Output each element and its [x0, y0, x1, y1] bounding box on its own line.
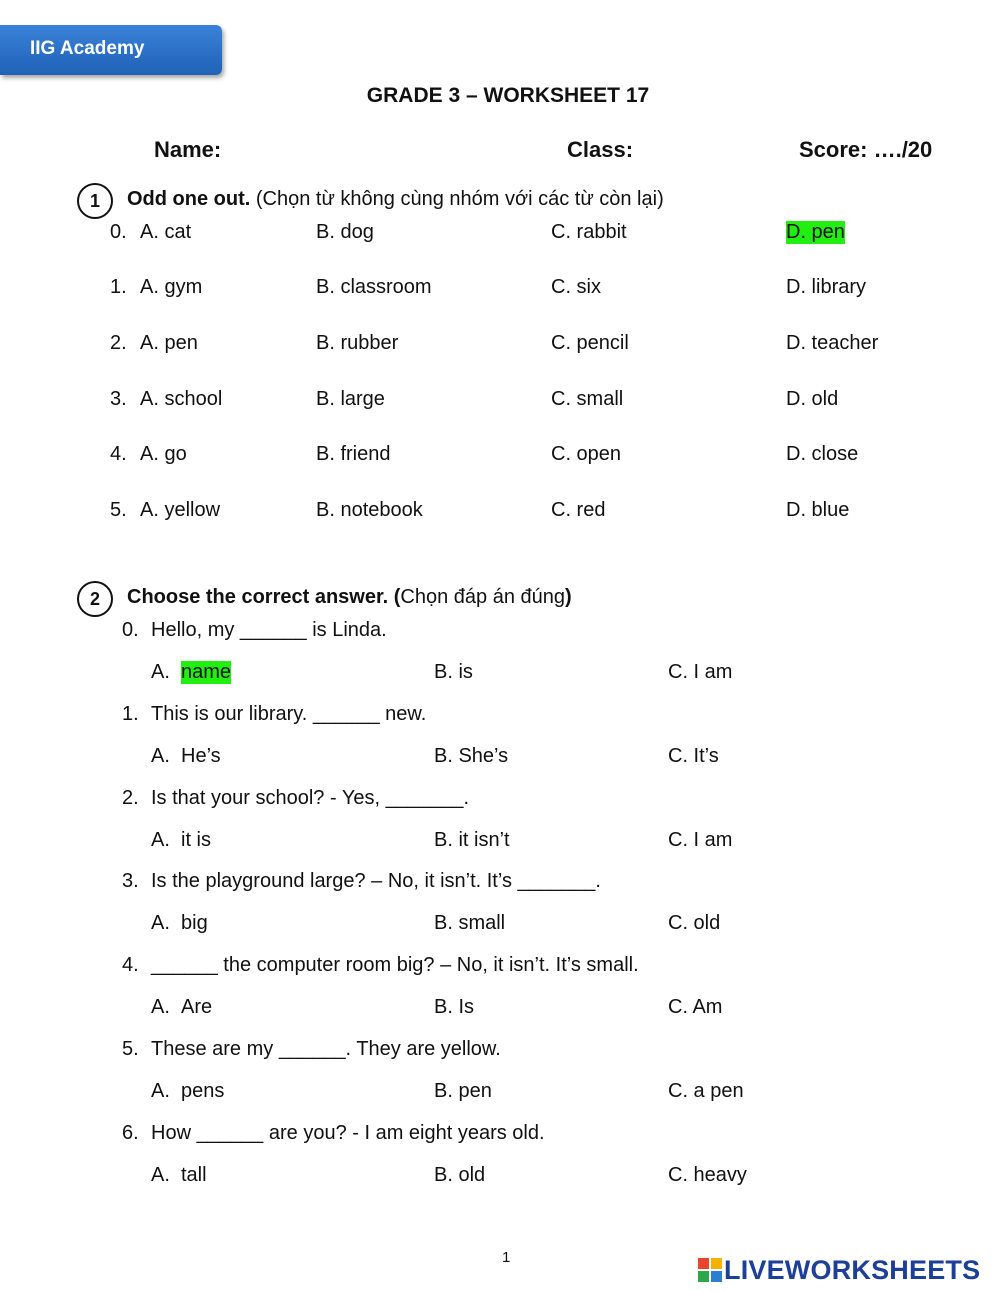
option-c[interactable]: C. Am	[668, 996, 723, 1018]
section-1-number: 1	[77, 183, 113, 219]
option-b[interactable]: B. large	[316, 388, 385, 410]
question-sentence: This is our library. ______ new.	[151, 703, 427, 725]
question-number: 2.	[122, 787, 139, 809]
option-c[interactable]: C. small	[551, 388, 624, 410]
question-text	[122, 703, 426, 726]
question-number: 6.	[122, 1122, 139, 1144]
option-a[interactable]: A. yellow	[140, 499, 221, 521]
option-c[interactable]: C. red	[551, 499, 606, 521]
question-sentence: How ______ are you? - I am eight years old.	[151, 1122, 545, 1144]
liveworksheets-blocks-icon	[698, 1258, 722, 1282]
answer-options	[0, 1080, 1000, 1108]
row-number: 3.	[110, 388, 127, 410]
option-a[interactable]: A. school	[140, 388, 223, 410]
answer-options	[0, 1164, 1000, 1192]
option-b[interactable]: B. it isn’t	[434, 829, 510, 851]
option-b[interactable]: B. old	[434, 1164, 486, 1186]
odd-one-out-row	[0, 221, 1000, 249]
answer-options	[0, 829, 1000, 857]
option-d[interactable]: D. teacher	[786, 332, 879, 354]
option-b[interactable]: B. is	[434, 661, 473, 683]
section-1-title-note: (Chọn từ không cùng nhóm với các từ còn lại)	[250, 188, 664, 210]
option-a[interactable]: A. cat	[140, 221, 192, 243]
option-c[interactable]: C. a pen	[668, 1080, 744, 1102]
section-1-title-bold: Odd one out.	[127, 188, 251, 210]
option-c[interactable]: C. heavy	[668, 1164, 747, 1186]
page-number: 1	[502, 1249, 511, 1266]
option-a-prefix: A.	[151, 996, 170, 1018]
section-2-title-close: )	[565, 586, 572, 608]
option-a[interactable]: He’s	[181, 745, 221, 767]
option-c[interactable]: C. I am	[668, 661, 733, 683]
odd-one-out-row	[0, 443, 1000, 471]
odd-one-out-row	[0, 332, 1000, 360]
question-text	[122, 1122, 545, 1145]
iig-academy-badge: IIG Academy	[0, 25, 222, 75]
question-sentence: ______ the computer room big? – No, it isn’t. It’s small.	[151, 954, 639, 976]
answer-options	[0, 745, 1000, 773]
odd-one-out-row	[0, 388, 1000, 416]
option-b[interactable]: B. classroom	[316, 276, 432, 298]
option-c[interactable]: C. open	[551, 443, 622, 465]
option-a[interactable]: it is	[181, 829, 211, 851]
section-2-number: 2	[77, 581, 113, 617]
odd-one-out-row	[0, 276, 1000, 304]
option-b[interactable]: B. notebook	[316, 499, 423, 521]
row-number: 2.	[110, 332, 127, 354]
option-a-prefix: A.	[151, 1080, 170, 1102]
option-b[interactable]: B. Is	[434, 996, 475, 1018]
class-label: Class:	[567, 137, 634, 162]
option-a[interactable]: Are	[181, 996, 213, 1018]
question-number: 0.	[122, 619, 139, 641]
question-text	[122, 1038, 501, 1061]
option-c[interactable]: C. I am	[668, 829, 733, 851]
row-number: 4.	[110, 443, 127, 465]
option-d[interactable]: D. old	[786, 388, 839, 410]
option-d[interactable]: D. pen	[786, 221, 845, 243]
row-number: 5.	[110, 499, 127, 521]
score-label: Score: …./20	[799, 137, 933, 162]
option-a[interactable]: A. pen	[140, 332, 198, 354]
section-2-title-bold: Choose the correct answer. (	[127, 586, 401, 608]
question-text	[122, 787, 469, 810]
option-a-prefix: A.	[151, 912, 170, 934]
question-number: 4.	[122, 954, 139, 976]
option-b[interactable]: B. small	[434, 912, 506, 934]
question-sentence: Is that your school? - Yes, _______.	[151, 787, 469, 809]
question-text	[122, 954, 639, 977]
liveworksheets-logo	[698, 1254, 994, 1286]
option-b[interactable]: B. dog	[316, 221, 374, 243]
option-c[interactable]: C. pencil	[551, 332, 629, 354]
option-b[interactable]: B. rubber	[316, 332, 399, 354]
option-a[interactable]: A. go	[140, 443, 187, 465]
option-a[interactable]: name	[181, 661, 232, 683]
option-a-prefix: A.	[151, 661, 170, 683]
row-number: 0.	[110, 221, 127, 243]
option-d[interactable]: D. close	[786, 443, 859, 465]
option-d[interactable]: D. library	[786, 276, 867, 298]
question-sentence: Hello, my ______ is Linda.	[151, 619, 387, 641]
option-c[interactable]: C. six	[551, 276, 601, 298]
answer-options	[0, 996, 1000, 1024]
section-1-title	[127, 188, 664, 211]
option-a[interactable]: pens	[181, 1080, 225, 1102]
option-b[interactable]: B. She’s	[434, 745, 509, 767]
answer-options	[0, 912, 1000, 940]
option-a-prefix: A.	[151, 1164, 170, 1186]
question-text	[122, 870, 601, 893]
option-b[interactable]: B. pen	[434, 1080, 492, 1102]
option-c[interactable]: C. old	[668, 912, 721, 934]
question-number: 3.	[122, 870, 139, 892]
option-b[interactable]: B. friend	[316, 443, 391, 465]
answer-options	[0, 661, 1000, 689]
option-a-prefix: A.	[151, 745, 170, 767]
option-a-prefix: A.	[151, 829, 170, 851]
row-number: 1.	[110, 276, 127, 298]
option-c[interactable]: C. rabbit	[551, 221, 627, 243]
worksheet-title: GRADE 3 – WORKSHEET 17	[366, 84, 650, 107]
question-sentence: Is the playground large? – No, it isn’t. It’s _______.	[151, 870, 601, 892]
section-2-title	[127, 586, 572, 609]
question-sentence: These are my ______. They are yellow.	[151, 1038, 501, 1060]
question-number: 1.	[122, 703, 139, 725]
option-a[interactable]: big	[181, 912, 208, 934]
section-2-title-note: Chọn đáp án đúng	[400, 586, 566, 608]
option-a[interactable]: tall	[181, 1164, 207, 1186]
option-d[interactable]: D. blue	[786, 499, 850, 521]
liveworksheets-wordmark: LIVEWORKSHEETS	[724, 1255, 981, 1285]
name-label: Name:	[154, 137, 222, 162]
odd-one-out-row	[0, 499, 1000, 527]
question-text	[122, 619, 387, 642]
option-a[interactable]: A. gym	[140, 276, 203, 298]
option-c[interactable]: C. It’s	[668, 745, 719, 767]
question-number: 5.	[122, 1038, 139, 1060]
